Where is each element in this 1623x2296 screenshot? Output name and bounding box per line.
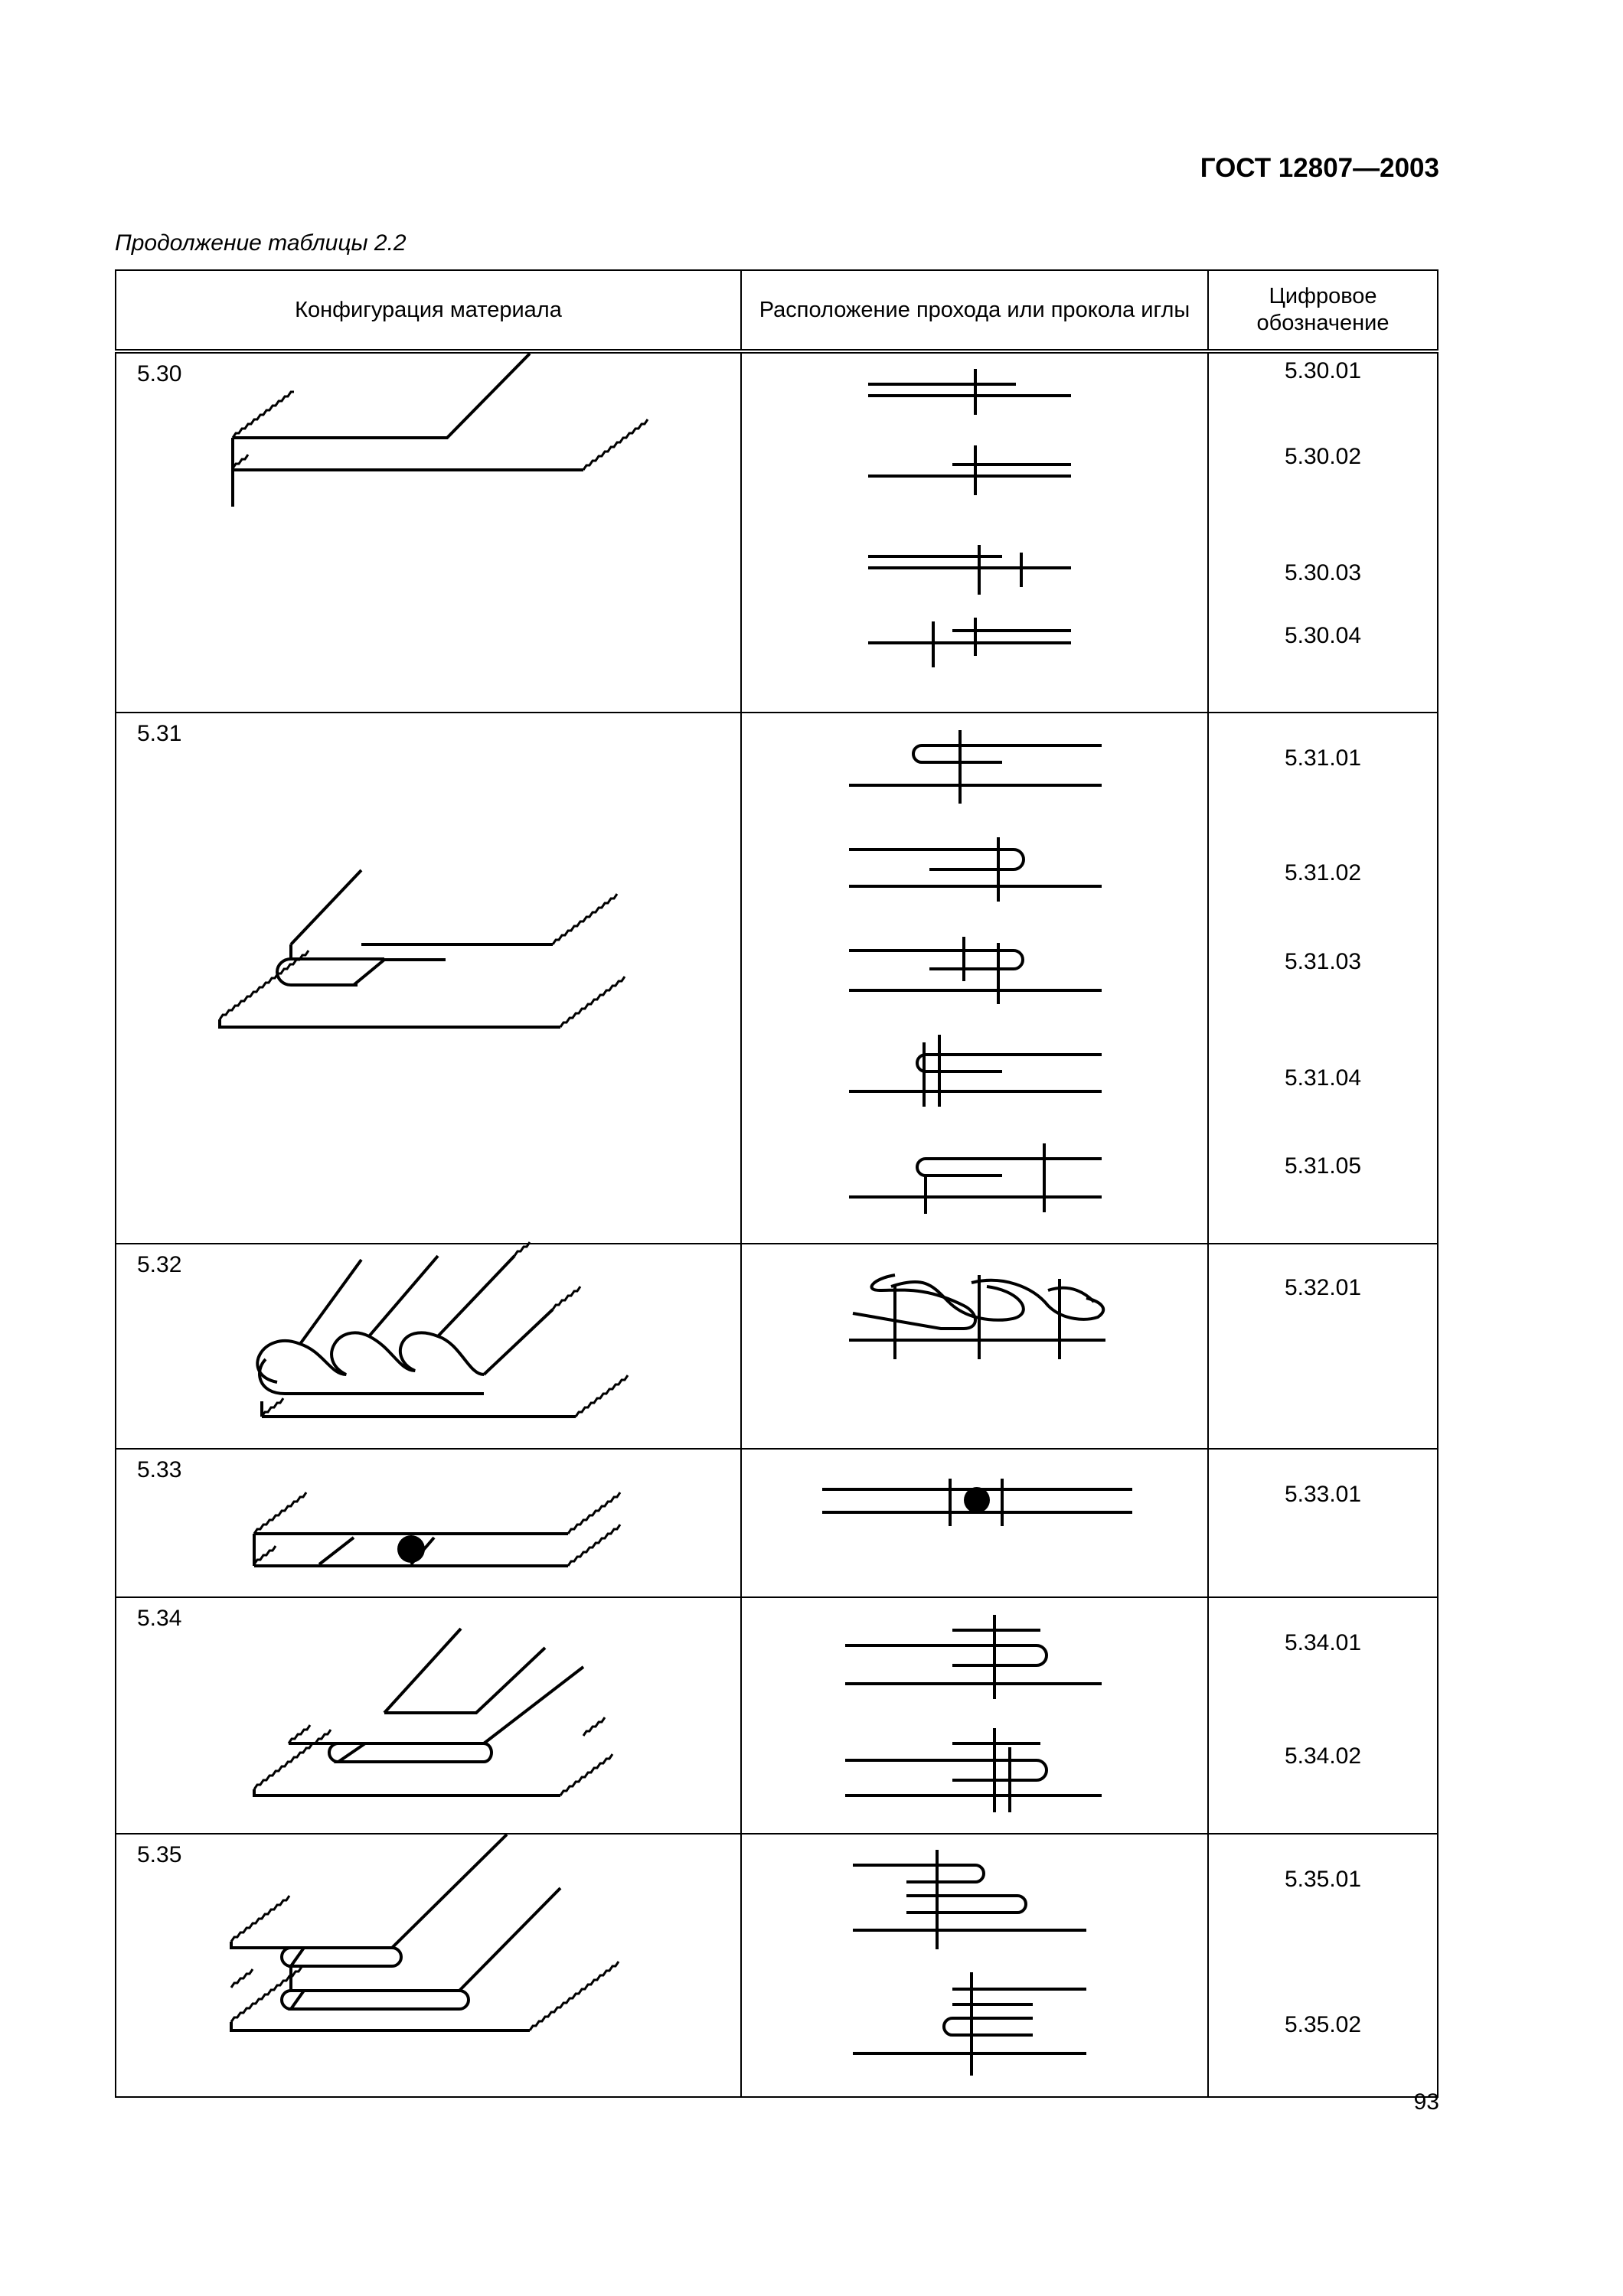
column-header-needle-position: Расположение прохода или прокола иглы: [741, 270, 1208, 351]
config-cell: [116, 1244, 741, 1449]
code-label: 5.34.02: [1284, 1743, 1362, 1769]
code-label: 5.30.04: [1284, 623, 1362, 648]
material-configuration-drawing: [116, 1244, 742, 1442]
config-cell: [116, 1597, 741, 1834]
table-caption: Продолжение таблицы 2.2: [115, 230, 407, 256]
needle-position-cell: [741, 1244, 1208, 1449]
config-number: 5.32: [137, 1252, 182, 1277]
config-number: 5.33: [137, 1457, 182, 1482]
table-row: [116, 1244, 1438, 1449]
code-label: 5.31.01: [1284, 745, 1362, 771]
config-number: 5.30: [137, 361, 182, 386]
needle-position-drawing: [742, 1598, 1209, 1827]
table-row: [116, 1449, 1438, 1597]
material-configuration-drawing: [116, 1450, 742, 1590]
needle-position-drawing: [742, 713, 1209, 1237]
code-label: 5.31.05: [1284, 1153, 1362, 1179]
code-label: 5.35.02: [1284, 2012, 1362, 2037]
code-label: 5.32.01: [1284, 1275, 1362, 1300]
code-label: 5.31.04: [1284, 1065, 1362, 1091]
needle-position-drawing: [742, 1450, 1209, 1590]
needle-position-cell: [741, 1597, 1208, 1834]
code-label: 5.30.02: [1284, 444, 1362, 469]
needle-position-cell: [741, 351, 1208, 713]
column-header-config: Конфигурация материала: [116, 270, 741, 351]
config-number: 5.35: [137, 1842, 182, 1867]
code-cell: [1208, 1597, 1438, 1834]
table-header-row: [116, 270, 1438, 351]
code-label: 5.31.03: [1284, 949, 1362, 974]
code-cell: [1208, 1449, 1438, 1597]
table-row: [116, 713, 1438, 1244]
needle-position-cell: [741, 1449, 1208, 1597]
needle-position-drawing: [742, 1244, 1209, 1442]
code-label: 5.33.01: [1284, 1482, 1362, 1507]
code-cell: [1208, 713, 1438, 1244]
material-configuration-drawing: [116, 354, 742, 706]
config-number: 5.34: [137, 1606, 182, 1631]
material-configuration-drawing: [116, 1835, 742, 2090]
code-label: 5.31.02: [1284, 860, 1362, 885]
config-cell: [116, 1449, 741, 1597]
material-configuration-drawing: [116, 713, 742, 1237]
config-cell: [116, 713, 741, 1244]
table-row: [116, 351, 1438, 713]
code-label: 5.35.01: [1284, 1867, 1362, 1892]
stitch-table: [115, 269, 1438, 2098]
config-number: 5.31: [137, 721, 182, 746]
code-cell: [1208, 1244, 1438, 1449]
code-cell: [1208, 351, 1438, 713]
config-cell: [116, 1834, 741, 2097]
code-label: 5.30.01: [1284, 358, 1362, 383]
page-number: 93: [1413, 2089, 1439, 2115]
table-row: [116, 1834, 1438, 2097]
needle-position-drawing: [742, 1835, 1209, 2090]
needle-position-cell: [741, 713, 1208, 1244]
config-cell: [116, 351, 741, 713]
material-configuration-drawing: [116, 1598, 742, 1827]
standard-id: ГОСТ 12807—2003: [1200, 153, 1439, 183]
column-header-code: Цифровое обозначение: [1208, 270, 1438, 351]
code-label: 5.34.01: [1284, 1630, 1362, 1655]
table-row: [116, 1597, 1438, 1834]
needle-position-cell: [741, 1834, 1208, 2097]
code-cell: [1208, 1834, 1438, 2097]
code-label: 5.30.03: [1284, 560, 1362, 585]
needle-position-drawing: [742, 354, 1209, 706]
